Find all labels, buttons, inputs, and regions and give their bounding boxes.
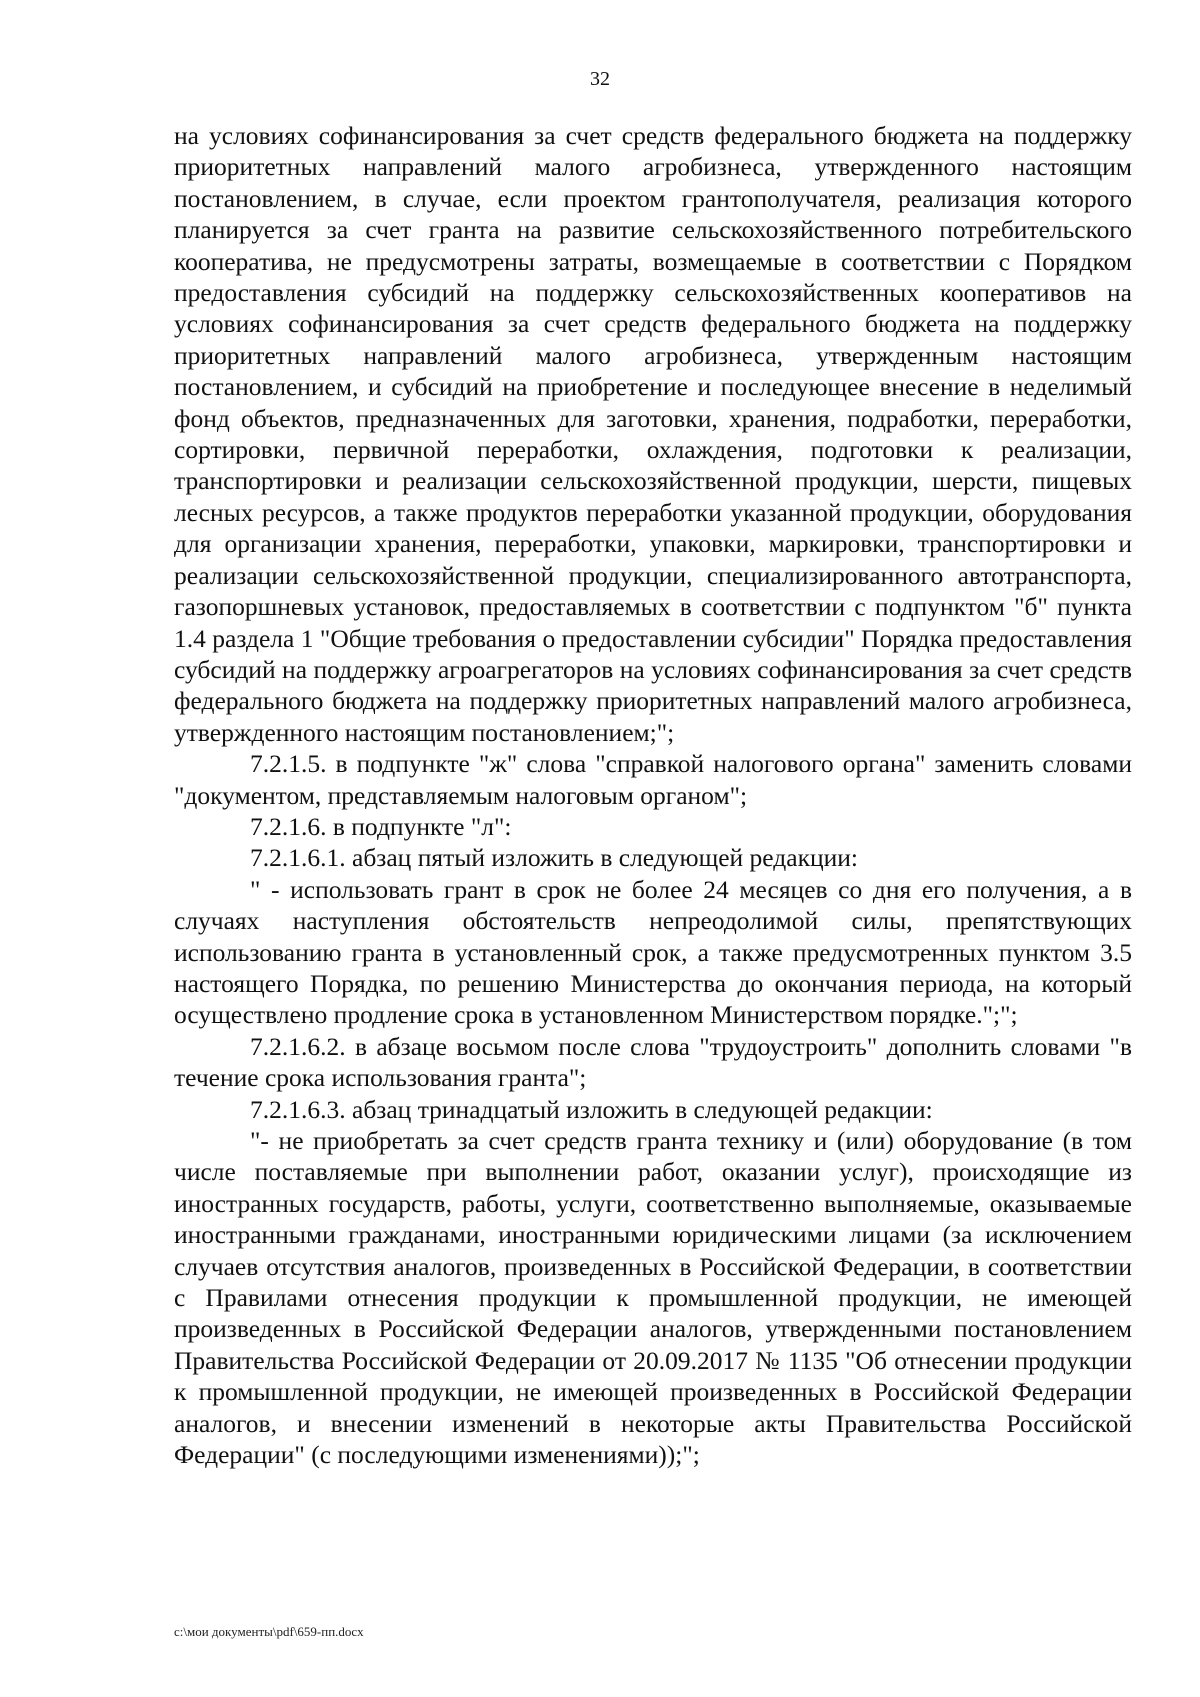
paragraph-continuation: на условиях софинансирования за счет средств федерального бюджета на поддержку приоритетных направлений малого агробизнеса, утвержденного настоящим постановлением, в случае, если проектом грантополучателя, реализация которого планируется за счет гранта на развитие сельскохозяйственного потребительского кооператива, не предусмотрены затраты, возмещаемые в соответствии с Порядком предоставления субсидий на поддержку сельскохозяйственных кооперативов на условиях софинансирования за счет средств федерального бюджета на поддержку приоритетных направлений малого агробизнеса, утвержденным настоящим постановлением, и субсидий на приобретение и последующее внесение в неделимый фонд объектов, предназначенных для заготовки, хранения, подработки, переработки, сортировки, первичной переработки, охлаждения, подготовки к реализации, транспортировки и реализации сельскохозяйственной продукции, шерсти, пищевых лесных ресурсов, а также продуктов переработки указанной продукции, оборудования для организации хранения, переработки, упаковки, маркировки, транспортировки и реализации сельскохозяйственной продукции, специализированного автотранспорта, газопоршневых установок, предоставляемых в соответствии с подпунктом "б" пункта 1.4 раздела 1 "Общие требования о предоставлении субсидии" Порядка предоставления субсидий на поддержку агроагрегаторов на условиях софинансирования за счет средств федерального бюджета на поддержку приоритетных направлений малого агробизнеса, утвержденного настоящим постановлением;"; xyxy=(174,121,1132,747)
paragraph-7-2-1-6-1: 7.2.1.6.1. абзац пятый изложить в следующей редакции: xyxy=(250,843,858,873)
document-body xyxy=(174,120,1132,1470)
paragraph-7-2-1-6-3: 7.2.1.6.3. абзац тринадцатый изложить в следующей редакции: xyxy=(250,1094,933,1124)
paragraph-7-2-1-6-2: 7.2.1.6.2. в абзаце восьмом после слова "трудоустроить" дополнить словами "в течение срока использования гранта"; xyxy=(174,1031,1132,1093)
paragraph-quote-foreign-equipment: "- не приобретать за счет средств гранта технику и (или) оборудование (в том числе поставляемые при выполнении работ, оказании услуг), происходящие из иностранных государств, работы, услуги, соответственно выполняемые, оказываемые иностранными гражданами, иностранными юридическими лицами (за исключением случаев отсутствия аналогов, произведенных в Российской Федерации, в соответствии с Правилами отнесения продукции к промышленной продукции, не имеющей произведенных в Российской Федерации аналогов, утвержденными постановлением Правительства Российской Федерации от 20.09.2017 № 1135 "Об отнесении продукции к промышленной продукции, не имеющей произведенных в Российской Федерации аналогов, и внесении изменений в некоторые акты Правительства Российской Федерации" (с последующими изменениями));"; xyxy=(174,1126,1132,1470)
footer-file-path: c:\мои документы\pdf\659-пп.docx xyxy=(174,1624,364,1639)
page-number: 32 xyxy=(590,68,610,90)
paragraph-7-2-1-6: 7.2.1.6. в подпункте "л": xyxy=(250,811,512,841)
paragraph-quote-grant-term: " - использовать грант в срок не более 24 месяцев со дня его получения, а в случаях наступления обстоятельств непреодолимой силы, препятствующих использованию гранта в установленный срок, а также предусмотренных пунктом 3.5 настоящего Порядка, по решению Министерства до окончания периода, на который осуществлено продление срока в установленном Министерством порядке.";"; xyxy=(174,874,1132,1030)
paragraph-7-2-1-5: 7.2.1.5. в подпункте "ж" слова "справкой налогового органа" заменить словами "документом, представляемым налоговым органом"; xyxy=(174,749,1132,810)
